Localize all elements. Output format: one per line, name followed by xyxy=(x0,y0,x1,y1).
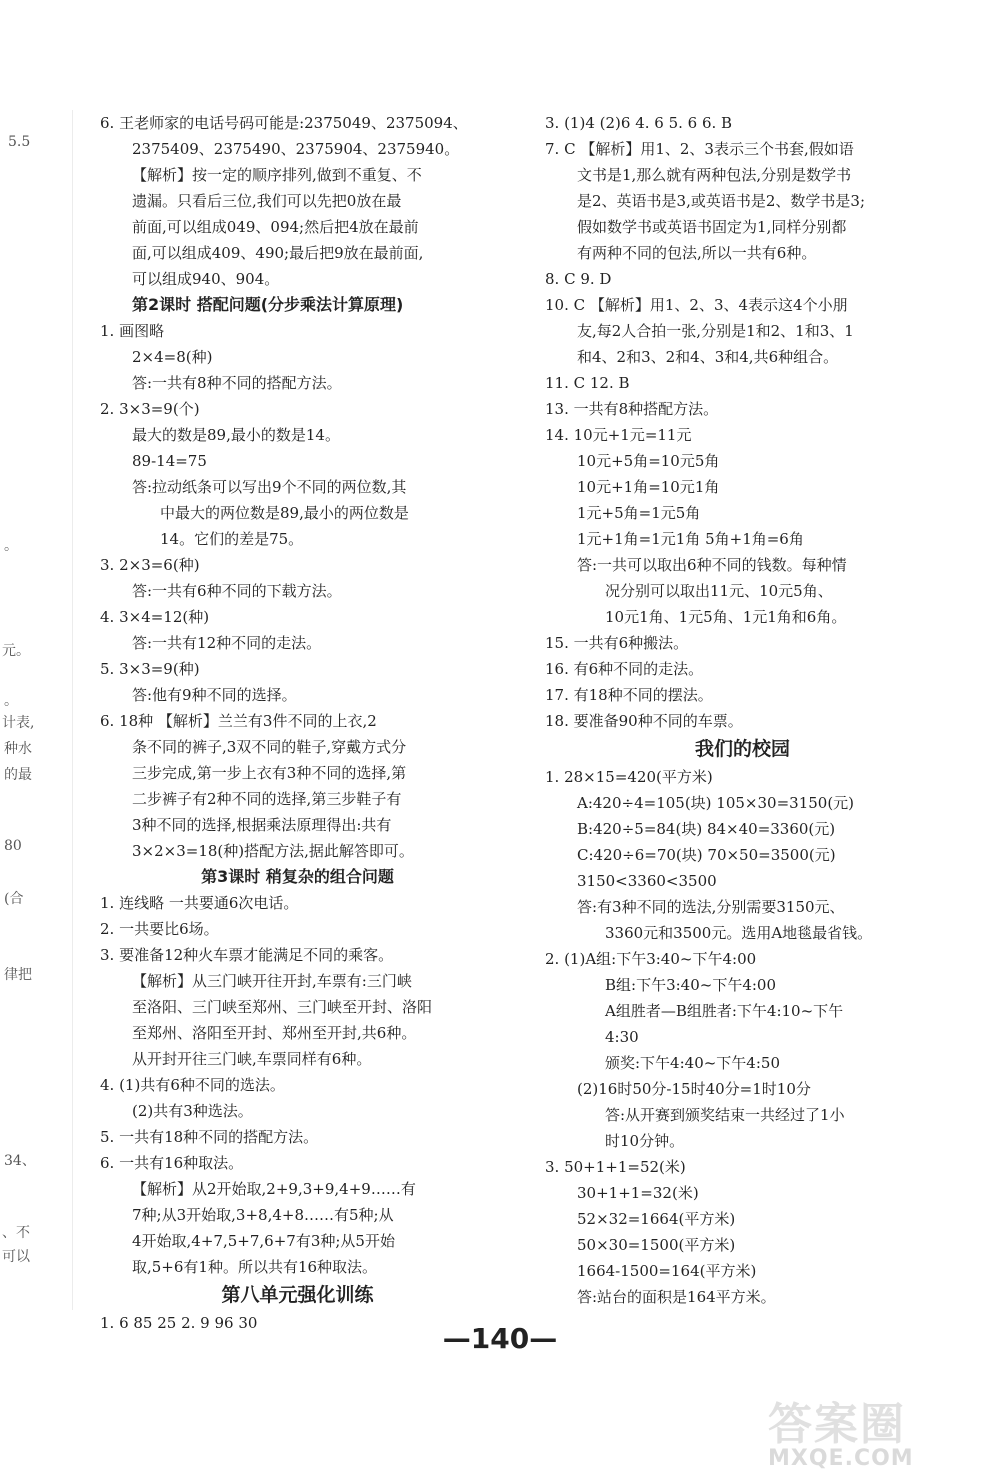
answer-line: 三步完成,第一步上衣有3种不同的选择,第 xyxy=(132,764,407,782)
answer-line: 友,每2人合拍一张,分别是1和2、1和3、1 xyxy=(577,322,854,340)
left-answer-column xyxy=(100,110,495,1336)
answer-line: 答:一共有8种不同的搭配方法。 xyxy=(132,374,342,392)
answer-line: 1. 28×15=420(平方米) xyxy=(545,768,713,786)
answer-line: 至郑州、洛阳至开封、郑州至开封,共6种。 xyxy=(132,1024,417,1042)
answer-line: 中最大的两位数是89,最小的两位数是 xyxy=(160,504,409,522)
edge-fragment: 80 xyxy=(4,838,22,854)
answer-line: 【解析】从2开始取,2+9,3+9,4+9……有 xyxy=(132,1180,416,1198)
answer-line: 答:一共有12种不同的走法。 xyxy=(132,634,322,652)
answer-line: 3. (1)4 (2)6 4. 6 5. 6 6. B xyxy=(545,114,733,132)
answer-line: 条不同的裤子,3双不同的鞋子,穿戴方式分 xyxy=(132,738,407,756)
answer-line: 10元+5角=10元5角 xyxy=(577,452,720,470)
edge-fragment: 、不 xyxy=(2,1225,30,1241)
answer-line: 2. (1)A组:下午3:40~下午4:00 xyxy=(545,950,757,968)
answer-line: 至洛阳、三门峡至郑州、三门峡至开封、洛阳 xyxy=(132,998,433,1016)
answer-line: 15. 一共有6种搬法。 xyxy=(545,634,689,652)
edge-fragment: 元。 xyxy=(2,643,30,659)
answer-line: 6. 18种 【解析】兰兰有3件不同的上衣,2 xyxy=(100,712,377,730)
edge-fragment: 5.5 xyxy=(8,134,31,150)
answer-line: 答:他有9种不同的选择。 xyxy=(132,686,297,704)
answer-line: 50×30=1500(平方米) xyxy=(577,1236,736,1254)
answer-line: 7种;从3开始取,3+8,4+8……有5种;从 xyxy=(132,1206,394,1224)
answer-line: 况分别可以取出11元、10元5角、 xyxy=(605,582,833,600)
answer-line: 颁奖:下午4:40~下午4:50 xyxy=(605,1054,780,1072)
answer-line: 5. 3×3=9(种) xyxy=(100,660,200,678)
edge-fragment: 34、 xyxy=(4,1153,36,1169)
answer-line: 10元+1角=10元1角 xyxy=(577,478,720,496)
watermark-logo xyxy=(768,1388,978,1471)
answer-line: 答:有3种不同的选法,分别需要3150元、 xyxy=(577,898,845,916)
answer-line: 前面,可以组成049、094;然后把4放在最前 xyxy=(132,218,419,236)
answer-line: 17. 有18种不同的摆法。 xyxy=(545,686,713,704)
edge-fragment: 计表, xyxy=(2,715,35,731)
answer-line: 二步裤子有2种不同的选择,第三步鞋子有 xyxy=(132,790,402,808)
answer-line: 2×4=8(种) xyxy=(132,348,213,366)
answer-line: 可以组成940、904。 xyxy=(132,270,280,288)
answer-line: 有两种不同的包法,所以一共有6种。 xyxy=(577,244,817,262)
lesson-heading: 第2课时 搭配问题(分步乘法计算原理) xyxy=(132,295,404,314)
edge-fragment: 。 xyxy=(4,538,18,554)
answer-line: 答:一共可以取出6种不同的钱数。每种情 xyxy=(577,556,847,574)
lesson-heading: 第3课时 稍复杂的组合问题 xyxy=(201,867,394,886)
answer-line: 7. C 【解析】用1、2、3表示三个书套,假如语 xyxy=(545,140,854,158)
answer-line: 遗漏。只看后三位,我们可以先把0放在最 xyxy=(132,192,402,210)
answer-line: 1元+1角=1元1角 5角+1角=6角 xyxy=(577,530,804,548)
answer-line: A组胜者—B组胜者:下午4:10~下午 xyxy=(605,1002,844,1020)
answer-line: 1. 连线略 一共要通6次电话。 xyxy=(100,894,299,912)
answer-line: 是2、英语书是3,或英语书是2、数学书是3; xyxy=(577,192,865,210)
section-heading: 第八单元强化训练 xyxy=(221,1284,374,1306)
answer-line: C:420÷6=70(块) 70×50=3500(元) xyxy=(577,846,836,864)
answer-line: 答:从开赛到颁奖结束一共经过了1小 xyxy=(605,1106,845,1124)
edge-fragment: 的最 xyxy=(4,767,32,783)
answer-line: 文书是1,那么就有两种包法,分别是数学书 xyxy=(577,166,852,184)
edge-fragment: 可以 xyxy=(2,1249,30,1265)
answer-line: 89-14=75 xyxy=(132,452,207,470)
answer-line: 取,5+6有1种。所以共有16种取法。 xyxy=(132,1258,378,1276)
page-number: —140— xyxy=(442,1322,558,1355)
answer-line: 最大的数是89,最小的数是14。 xyxy=(132,426,340,444)
edge-fragment: 律把 xyxy=(4,967,32,983)
answer-line: 6. 一共有16种取法。 xyxy=(100,1154,244,1172)
answer-line: (2)共有3种选法。 xyxy=(132,1102,253,1120)
answer-line: A:420÷4=105(块) 105×30=3150(元) xyxy=(577,794,855,812)
answer-line: (2)16时50分-15时40分=1时10分 xyxy=(577,1080,811,1098)
answer-line: 3. 50+1+1=52(米) xyxy=(545,1158,686,1176)
right-answer-column xyxy=(545,110,940,1310)
answer-line: 3×2×3=18(种)搭配方法,据此解答即可。 xyxy=(132,842,414,860)
edge-fragment: (合 xyxy=(4,891,24,907)
answer-line: 1. 画图略 xyxy=(100,322,165,340)
answer-line: 【解析】按一定的顺序排列,做到不重复、不 xyxy=(132,166,422,184)
answer-line: 52×32=1664(平方米) xyxy=(577,1210,736,1228)
answer-line: 13. 一共有8种搭配方法。 xyxy=(545,400,719,418)
answer-line: 和4、2和3、2和4、3和4,共6种组合。 xyxy=(577,348,839,366)
answer-line: 答:一共有6种不同的下载方法。 xyxy=(132,582,342,600)
answer-line: 2375409、2375490、2375904、2375940。 xyxy=(132,140,460,158)
answer-line: 4. 3×4=12(种) xyxy=(100,608,210,626)
edge-fragment: 。 xyxy=(4,693,18,709)
answer-line: B组:下午3:40~下午4:00 xyxy=(605,976,777,994)
answer-line: 4. (1)共有6种不同的选法。 xyxy=(100,1076,285,1094)
answer-line: 18. 要准备90种不同的车票。 xyxy=(545,712,743,730)
answer-line: 答:站台的面积是164平方米。 xyxy=(577,1288,776,1306)
answer-line: 3150<3360<3500 xyxy=(577,872,717,890)
answer-line: 11. C 12. B xyxy=(545,374,630,392)
answer-line: B:420÷5=84(块) 84×40=3360(元) xyxy=(577,820,836,838)
answer-line: 4开始取,4+7,5+7,6+7有3种;从5开始 xyxy=(132,1232,395,1250)
answer-line: 面,可以组成409、490;最后把9放在最前面, xyxy=(132,244,424,262)
answer-line: 从开封开往三门峡,车票同样有6种。 xyxy=(132,1050,372,1068)
answer-line: 【解析】从三门峡开往开封,车票有:三门峡 xyxy=(132,972,412,990)
answer-line: 6. 王老师家的电话号码可能是:2375049、2375094、 xyxy=(100,114,468,132)
answer-line: 1. 6 85 25 2. 9 96 30 xyxy=(100,1314,258,1332)
answer-line: 10元1角、1元5角、1元1角和6角。 xyxy=(605,608,847,626)
answer-line: 16. 有6种不同的走法。 xyxy=(545,660,704,678)
answer-line: 2. 一共要比6场。 xyxy=(100,920,219,938)
answer-line: 8. C 9. D xyxy=(545,270,612,288)
answer-line: 5. 一共有18种不同的搭配方法。 xyxy=(100,1128,319,1146)
answer-line: 4:30 xyxy=(605,1028,639,1046)
answer-line: 14。它们的差是75。 xyxy=(160,530,304,548)
section-heading: 我们的校园 xyxy=(694,738,790,760)
watermark-logo-text: 答案圈 xyxy=(768,1399,906,1450)
answer-line: 答:拉动纸条可以写出9个不同的两位数,其 xyxy=(132,478,407,496)
edge-fragment: 种水 xyxy=(4,741,32,757)
left-page-edge-fragments xyxy=(0,0,70,1300)
page-gutter-line xyxy=(72,110,73,1310)
watermark-url: MXQE.COM xyxy=(768,1446,914,1471)
answer-line: 3. 要准备12种火车票才能满足不同的乘客。 xyxy=(100,946,394,964)
answer-line: 14. 10元+1元=11元 xyxy=(545,426,692,444)
answer-line: 2. 3×3=9(个) xyxy=(100,400,200,418)
answer-line: 假如数学书或英语书固定为1,同样分别都 xyxy=(577,218,847,236)
answer-line: 3. 2×3=6(种) xyxy=(100,556,200,574)
answer-line: 10. C 【解析】用1、2、3、4表示这4个小朋 xyxy=(545,296,848,314)
answer-line: 30+1+1=32(米) xyxy=(577,1184,699,1202)
answer-line: 3360元和3500元。选用A地毯最省钱。 xyxy=(605,924,873,942)
answer-line: 1元+5角=1元5角 xyxy=(577,504,701,522)
answer-line: 1664-1500=164(平方米) xyxy=(577,1262,757,1280)
answer-line: 时10分钟。 xyxy=(605,1132,685,1150)
answer-line: 3种不同的选择,根据乘法原理得出:共有 xyxy=(132,816,392,834)
